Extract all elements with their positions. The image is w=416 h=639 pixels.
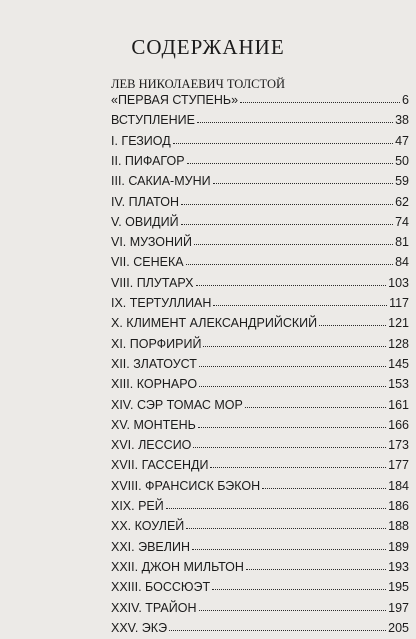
toc-entry-page: 38 (395, 113, 409, 128)
toc-entry-title: XXV. ЭКЭ (111, 620, 168, 635)
toc-row (111, 618, 409, 638)
toc-row (111, 476, 409, 496)
dot-leader (192, 548, 386, 550)
dot-leader (181, 203, 393, 205)
toc-row (111, 334, 409, 354)
toc-entry-title: XI. ПОРФИРИЙ (111, 336, 202, 351)
toc-entry-page: 173 (388, 438, 409, 453)
toc-entry-title: XIII. КОРНАРО (111, 377, 198, 392)
toc-row (111, 110, 409, 130)
toc-entry-page: 188 (388, 519, 409, 534)
toc-entry-title: XXIV. ТРАЙОН (111, 600, 197, 615)
toc-row (111, 232, 409, 252)
dot-leader (246, 568, 386, 570)
toc-row (111, 293, 409, 313)
dot-leader (187, 162, 394, 164)
toc-entry-title: XIX. РЕЙ (111, 499, 164, 513)
toc-entry-page: 74 (395, 214, 409, 229)
toc-entry-page: 193 (388, 559, 409, 574)
toc-entry-page: 128 (388, 336, 409, 351)
dot-leader (319, 324, 386, 326)
toc-row (111, 577, 409, 597)
dot-leader (166, 507, 386, 509)
dot-leader (194, 243, 393, 245)
toc-row (111, 212, 409, 232)
toc-entry-title: «ПЕРВАЯ СТУПЕНЬ» (111, 93, 239, 107)
dot-leader (240, 101, 400, 103)
toc-entry-page: 161 (388, 397, 409, 412)
dot-leader (197, 121, 393, 123)
toc-entry-page: 59 (395, 174, 409, 189)
toc-entry-title: XXII. ДЖОН МИЛЬТОН (111, 559, 244, 574)
toc-row (111, 455, 409, 475)
toc-row (111, 598, 409, 618)
toc-row (111, 273, 409, 293)
toc-row (111, 192, 409, 212)
toc-row (111, 395, 409, 415)
dot-leader (262, 487, 386, 489)
toc-entry-page: 6 (402, 93, 409, 107)
dot-leader (169, 629, 386, 631)
toc-entry-title: VII. СЕНЕКА (111, 255, 184, 270)
toc-entry-title: XX. КОУЛЕЙ (111, 519, 185, 534)
toc-row (111, 354, 409, 374)
toc-row (111, 537, 409, 557)
dot-leader (245, 406, 386, 408)
toc-entry-title: XVI. ЛЕССИО (111, 438, 192, 453)
toc-entry-page: 177 (388, 458, 409, 473)
toc-entry-page: 153 (388, 377, 409, 392)
toc-entry-title: VI. МУЗОНИЙ (111, 235, 192, 250)
toc-entry-title: V. ОВИДИЙ (111, 214, 179, 229)
toc-entry-page: 197 (388, 600, 409, 615)
toc-row (111, 151, 409, 171)
toc-entry-title: XV. МОНТЕНЬ (111, 417, 196, 432)
toc-entry-page: 205 (388, 620, 409, 635)
dot-leader (212, 588, 386, 590)
dot-leader (186, 263, 394, 265)
dot-leader (199, 365, 386, 367)
toc-row (111, 557, 409, 577)
toc-entry-title: III. САКИА-МУНИ (111, 174, 211, 189)
toc-entry-title: X. КЛИМЕНТ АЛЕКСАНДРИЙСКИЙ (111, 316, 318, 331)
toc-entry-page: 117 (389, 296, 409, 310)
toc-entry-page: 121 (388, 316, 409, 331)
intro-author: ЛЕВ НИКОЛАЕВИЧ ТОЛСТОЙ (111, 77, 286, 91)
toc-row (111, 415, 409, 435)
dot-leader (199, 385, 386, 387)
toc-entry-title: XXI. ЭВЕЛИН (111, 539, 190, 554)
toc-row (111, 313, 409, 333)
toc-entry-page: 103 (388, 275, 409, 290)
dot-leader (203, 345, 386, 347)
toc-entry-page: 84 (395, 255, 409, 270)
toc-entry-title: ВСТУПЛЕНИЕ (111, 113, 195, 128)
dot-leader (181, 223, 393, 225)
toc-entry-title: XVIII. ФРАНСИСК БЭКОН (111, 478, 261, 493)
dot-leader (186, 527, 386, 529)
toc-row-intro (111, 90, 409, 110)
toc-row (111, 252, 409, 272)
toc-entry-title: XXIII. БОССЮЭТ (111, 580, 211, 595)
toc-entry-title: XVII. ГАССЕНДИ (111, 458, 209, 473)
toc-entry-page: 189 (388, 539, 409, 554)
toc-entry-page: 81 (395, 235, 409, 250)
toc-entry-title: XIV. СЭР ТОМАС МОР (111, 397, 243, 412)
toc-entry-page: 50 (395, 153, 409, 168)
dot-leader (198, 426, 386, 428)
toc-entry-title: IV. ПЛАТОН (111, 194, 179, 209)
toc-row (111, 496, 409, 516)
toc-entry-title: IX. ТЕРТУЛЛИАН (111, 296, 212, 310)
dot-leader (199, 609, 387, 611)
toc-entry-title: XII. ЗЛАТОУСТ (111, 356, 197, 371)
dot-leader (213, 182, 394, 184)
toc-entry-page: 47 (395, 133, 409, 148)
toc-entry-page: 195 (388, 580, 409, 595)
toc-entry-page: 166 (388, 417, 409, 432)
toc-row (111, 131, 409, 151)
toc-row (111, 516, 409, 536)
toc-row (111, 435, 409, 455)
toc-row (111, 374, 409, 394)
toc-entry-page: 186 (388, 499, 409, 513)
toc-entry-page: 62 (395, 194, 409, 209)
toc-entry-page: 145 (388, 356, 409, 371)
toc-entry-title: I. ГЕЗИОД (111, 133, 171, 148)
toc-entry-page: 184 (388, 478, 409, 493)
toc-row (111, 171, 409, 191)
dot-leader (213, 304, 387, 306)
dot-leader (210, 466, 386, 468)
dot-leader (173, 142, 393, 144)
toc-entry-title: II. ПИФАГОР (111, 153, 185, 168)
dot-leader (193, 446, 386, 448)
dot-leader (196, 284, 387, 286)
toc-entry-title: VIII. ПЛУТАРХ (111, 275, 194, 290)
page-title: СОДЕРЖАНИЕ (131, 35, 285, 59)
